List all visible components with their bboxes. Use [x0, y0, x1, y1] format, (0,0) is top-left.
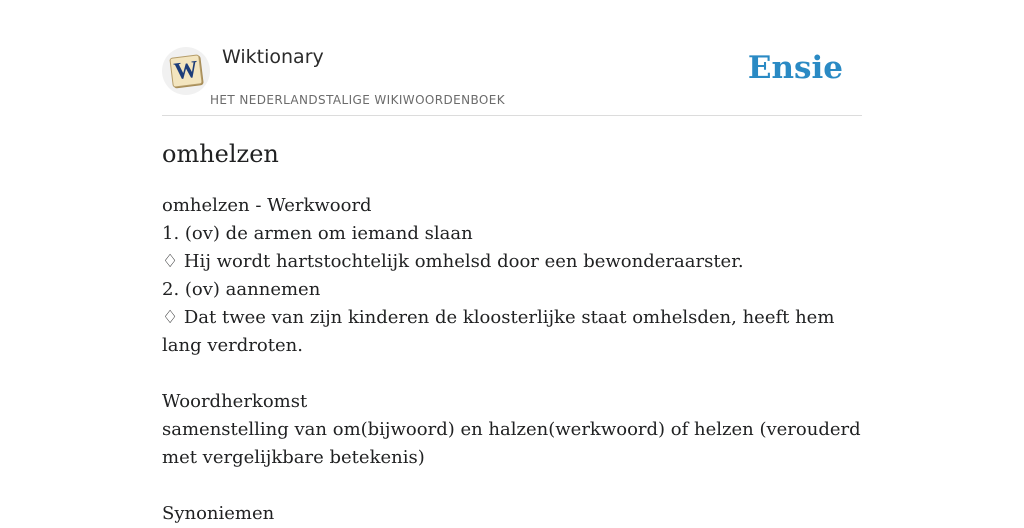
- headword-line: omhelzen - Werkwoord: [162, 195, 372, 216]
- example-2: ♢ Dat twee van zijn kinderen de kloosterlijke staat omhelsden, heeft hem lang verdroten.: [162, 307, 835, 356]
- site-name[interactable]: Wiktionary: [222, 46, 324, 68]
- site-header: [162, 0, 862, 116]
- spacer: [162, 472, 862, 500]
- entry-content: [162, 192, 862, 528]
- page-title: omhelzen: [162, 140, 279, 168]
- synonyms-heading: Synoniemen: [162, 503, 275, 524]
- page-container: [162, 0, 862, 524]
- ensie-brand-logo[interactable]: Ensie: [747, 50, 843, 86]
- example-1: ♢ Hij wordt hartstochtelijk omhelsd door een bewonderaarster.: [162, 251, 744, 272]
- site-tagline: HET NEDERLANDSTALIGE WIKIWOORDENBOEK: [210, 93, 506, 107]
- sense-1: 1. (ov) de armen om iemand slaan: [162, 223, 473, 244]
- etymology-heading: Woordherkomst: [162, 391, 308, 412]
- etymology-text: samenstelling van om(bijwoord) en halzen(werkwoord) of helzen (verouderd met vergelijkbare betekenis): [162, 419, 861, 468]
- spacer: [162, 360, 862, 388]
- logo-tile: W: [169, 54, 202, 87]
- sense-2: 2. (ov) aannemen: [162, 279, 321, 300]
- wiktionary-logo-icon[interactable]: [162, 47, 210, 95]
